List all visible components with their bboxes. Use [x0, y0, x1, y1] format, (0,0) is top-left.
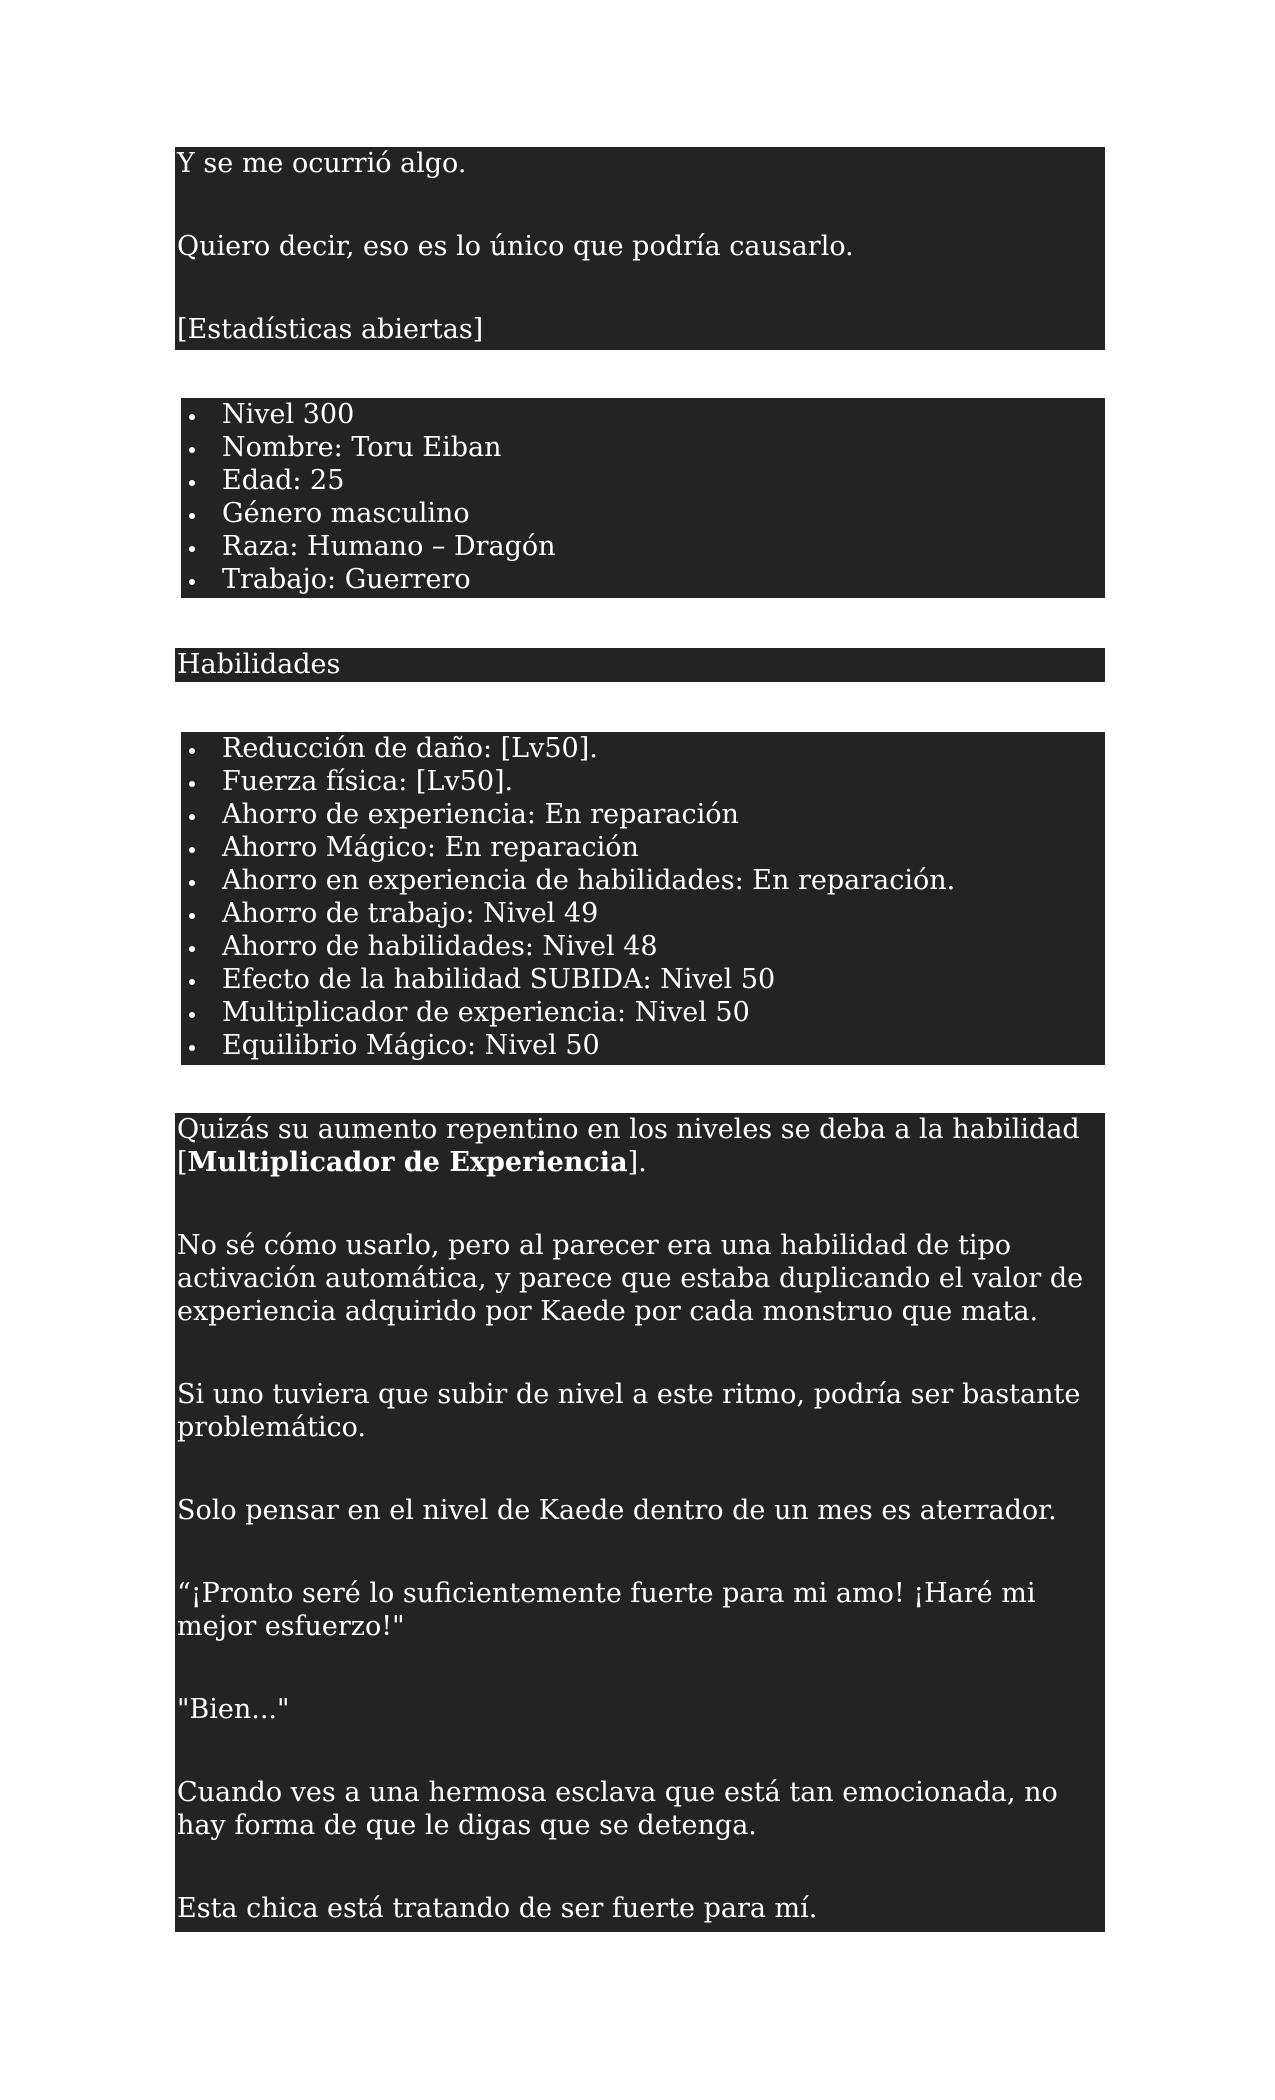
stats-block [181, 398, 1105, 598]
skills-item: Reducción de daño: [Lv50]. [222, 732, 1105, 765]
stats-list [181, 398, 1105, 596]
stats-item: Género masculino [222, 497, 1105, 530]
intro-paragraph-1: Y se me ocurrió algo. [177, 148, 467, 179]
story-paragraph-5: “¡Pronto seré lo suficientemente fuerte para mi amo! ¡Haré mi mejor esfuerzo!" [177, 1578, 1036, 1642]
skills-list [181, 732, 1105, 1062]
skills-item: Ahorro Mágico: En reparación [222, 831, 1105, 864]
stats-item: Nombre: Toru Eiban [222, 431, 1105, 464]
stats-item: Raza: Humano – Dragón [222, 530, 1105, 563]
skills-block [181, 732, 1105, 1065]
story-paragraph-4: Solo pensar en el nivel de Kaede dentro de un mes es aterrador. [177, 1495, 1057, 1526]
skills-item: Fuerza física: [Lv50]. [222, 765, 1105, 798]
story-paragraph-3: Si uno tuviera que subir de nivel a este ritmo, podría ser bastante problemático. [177, 1379, 1081, 1443]
stats-item: Trabajo: Guerrero [222, 563, 1105, 596]
skills-heading-block [175, 648, 1105, 682]
skills-item: Multiplicador de experiencia: Nivel 50 [222, 996, 1105, 1029]
skills-heading: Habilidades [177, 649, 341, 680]
skills-item: Ahorro de experiencia: En reparación [222, 798, 1105, 831]
skills-item: Efecto de la habilidad SUBIDA: Nivel 50 [222, 963, 1105, 996]
story-paragraph-1-post: ]. [627, 1147, 647, 1178]
story-block [175, 1113, 1105, 1932]
intro-block [175, 147, 1105, 350]
story-paragraph-6: "Bien..." [177, 1694, 290, 1725]
story-paragraph-7: Cuando ves a una hermosa esclava que está tan emocionada, no hay forma de que le digas que se detenga. [177, 1777, 1058, 1841]
stats-item: Edad: 25 [222, 464, 1105, 497]
story-paragraph-1 [175, 1113, 1105, 1179]
story-paragraph-8: Esta chica está tratando de ser fuerte para mí. [177, 1893, 818, 1924]
skills-item: Ahorro de habilidades: Nivel 48 [222, 930, 1105, 963]
skill-name-emphasis: Multiplicador de Experiencia [187, 1147, 628, 1178]
story-paragraph-2: No sé cómo usarlo, pero al parecer era una habilidad de tipo activación automática, y parece que estaba duplicando el valor de experiencia adquirido por Kaede por cada monstruo que mata. [177, 1230, 1084, 1327]
stats-item: Nivel 300 [222, 398, 1105, 431]
skills-item: Ahorro en experiencia de habilidades: En reparación. [222, 864, 1105, 897]
story-paragraph-1-pre: Quizás su aumento repentino en los niveles se deba a la habilidad [ [177, 1114, 1080, 1178]
skills-item: Ahorro de trabajo: Nivel 49 [222, 897, 1105, 930]
intro-paragraph-3: [Estadísticas abiertas] [177, 314, 484, 345]
skills-item: Equilibrio Mágico: Nivel 50 [222, 1029, 1105, 1062]
intro-paragraph-2: Quiero decir, eso es lo único que podría causarlo. [177, 231, 854, 262]
